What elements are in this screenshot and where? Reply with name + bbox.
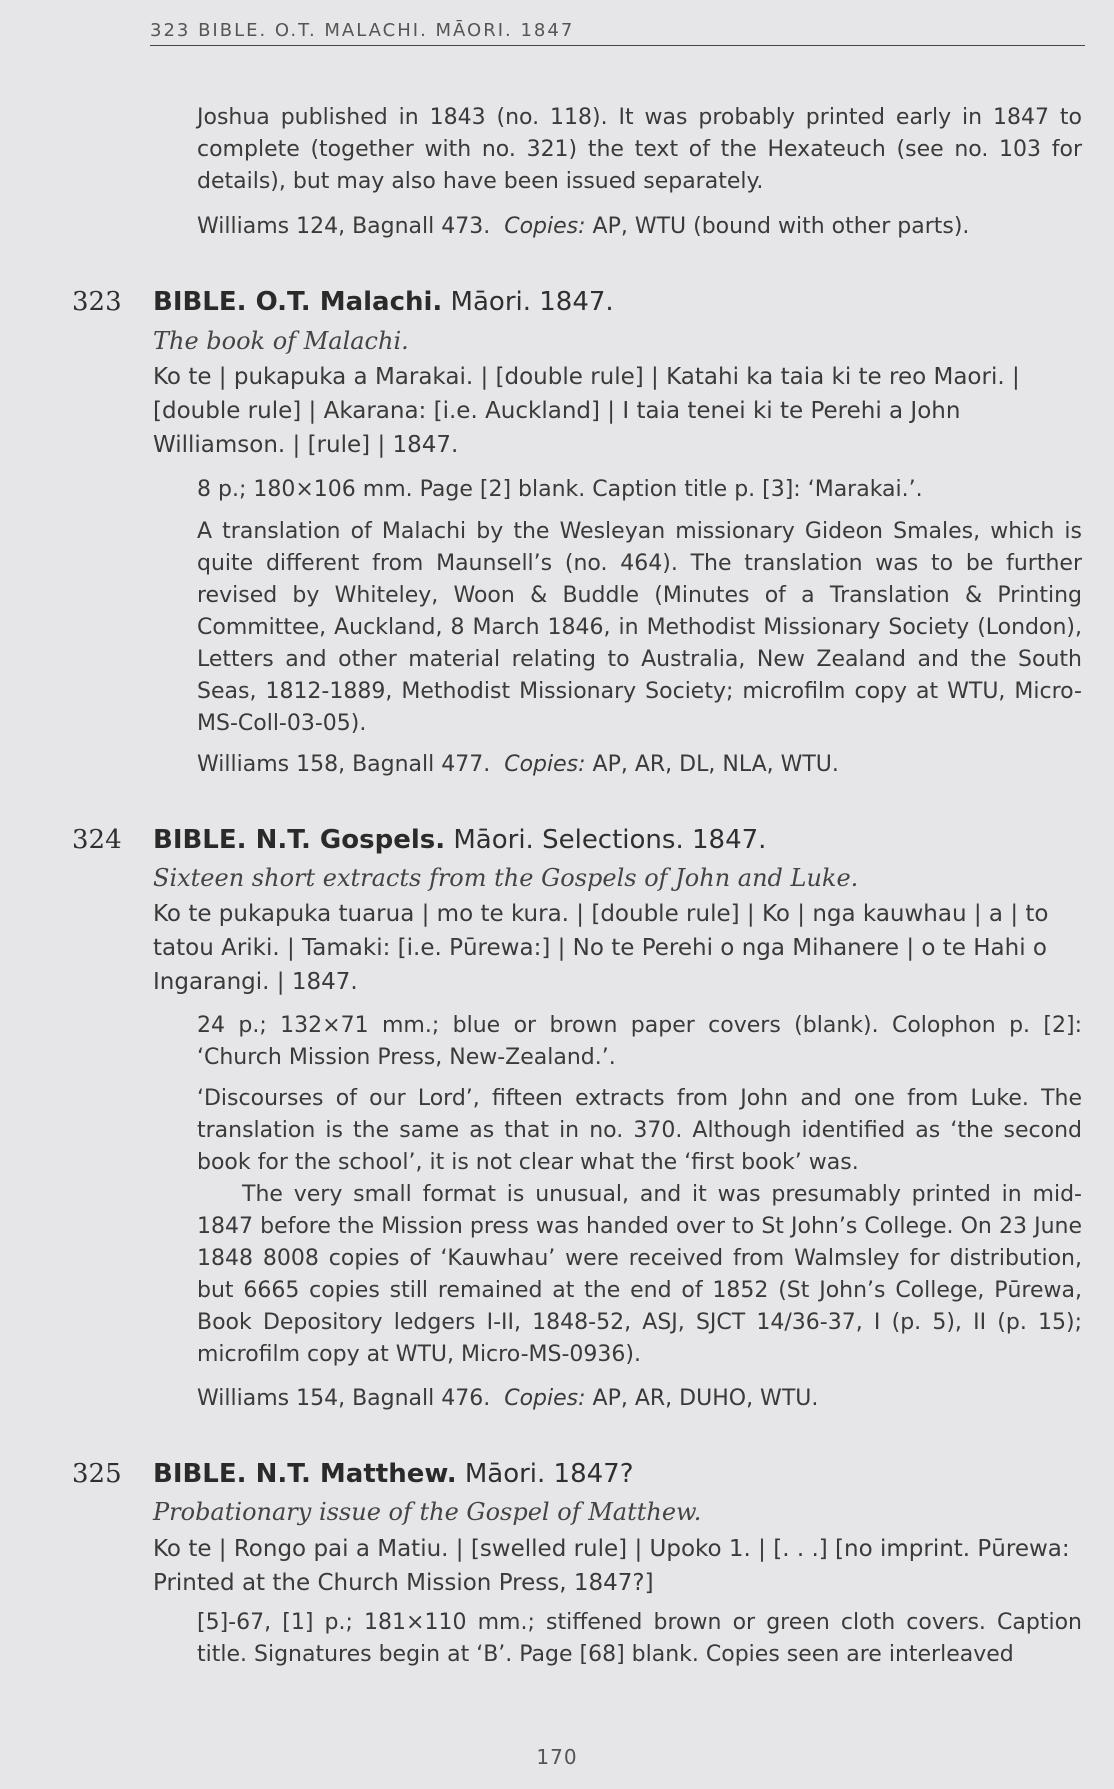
entry-heading (153, 287, 614, 317)
copies-label: Copies: (504, 1386, 586, 1411)
copies-text: AP, AR, DL, NLA, WTU. (592, 752, 839, 777)
entry-heading-rest: Māori. Selections. 1847. (453, 825, 767, 855)
entry-note: ‘Discourses of our Lord’, fifteen extracts from John and one from Luke. The translation is the same as that in no. 370. Although identified as ‘the second book for the school’, it is not clear what the ‘first book’ was. (197, 1086, 1082, 1175)
entry-heading (153, 1459, 634, 1489)
refs-text: Williams 158, Bagnall 477. (197, 752, 491, 777)
entry-number: 323 (72, 287, 122, 317)
page-number: 170 (536, 1745, 578, 1769)
refs-text: Williams 154, Bagnall 476. (197, 1386, 491, 1411)
copies-label: Copies: (504, 214, 586, 239)
entry-number: 324 (72, 825, 122, 855)
title-transcription: Ko te | pukapuka a Marakai. | [double rule] | Katahi ka taia ki te reo Maori. | [double rule] | Akarana: [i.e. Auckland] | I taia tenei ki te Perehi a John Williamson. | [rule] | 1847. (153, 364, 1020, 458)
prev-entry-note: Joshua published in 1843 (no. 118). It was probably printed early in 1847 to complete (together with no. 321) the text of the Hexateuch (see no. 103 for details), but may also have been issued separately. (197, 105, 1082, 194)
title-transcription: Ko te | Rongo pai a Matiu. | [swelled rule] | Upoko 1. | [. . .] [no imprint. Pūrewa: Printed at the Church Mission Press, 1847?] (153, 1536, 1070, 1596)
entry-heading-rest: Māori. 1847. (450, 287, 614, 317)
collation: 8 p.; 180×106 mm. Page [2] blank. Caption title p. [3]: ‘Marakai.’. (197, 477, 923, 502)
copies-text: AP, AR, DUHO, WTU. (592, 1386, 819, 1411)
entry-title: Sixteen short extracts from the Gospels of John and Luke. (153, 864, 859, 892)
entry-note: A translation of Malachi by the Wesleyan missionary Gideon Smales, which is quite different from Maunsell’s (no. 464). The translation was to be further revised by Whiteley, Woon & Buddle (Minutes of a Translation & Printing Committee, Auckland, 8 March 1846, in Methodist Missionary Society (London), Letters and other material relating to Australia, New Zealand and the South Seas, 1812-1889, Methodist Missionary Society; microfilm copy at WTU, Micro-MS-Coll-03-05). (197, 519, 1082, 736)
prev-entry-refs (197, 211, 1082, 243)
entry-heading (153, 825, 766, 855)
refs-text: Williams 124, Bagnall 473. (197, 214, 491, 239)
entry-note-continued: The very small format is unusual, and it was presumably printed in mid-1847 before the Mission press was handed over to St John’s College. On 23 June 1848 8008 copies of ‘Kauwhau’ were received from Walmsley for distribution, but 6665 copies still remained at the end of 1852 (St John’s College, Pūrewa, Book Depository ledgers I-II, 1848-52, ASJ, SJCT 14/36-37, I (p. 5), II (p. 15); microfilm copy at WTU, Micro-MS-0936). (197, 1182, 1082, 1367)
entry-title: Probationary issue of the Gospel of Matthew. (153, 1498, 702, 1526)
entry-title: The book of Malachi. (153, 327, 409, 355)
entry-heading-bold: BIBLE. N.T. Gospels. (153, 825, 446, 855)
entry-heading-bold: BIBLE. N.T. Matthew. (153, 1459, 457, 1489)
copies-text: AP, WTU (bound with other parts). (592, 214, 970, 239)
entry-refs (197, 1383, 1082, 1415)
entry-heading-bold: BIBLE. O.T. Malachi. (153, 287, 443, 317)
collation: [5]-67, [1] p.; 181×110 mm.; stiffened brown or green cloth covers. Caption title. Signatures begin at ‘B’. Page [68] blank. Copies seen are interleaved (197, 1610, 1082, 1667)
entry-number: 325 (72, 1459, 122, 1489)
entry-refs (197, 749, 1082, 781)
collation: 24 p.; 132×71 mm.; blue or brown paper covers (blank). Colophon p. [2]: ‘Church Mission Press, New-Zealand.’. (197, 1013, 1082, 1070)
title-transcription: Ko te pukapuka tuarua | mo te kura. | [double rule] | Ko | nga kauwhau | a | to tatou Ariki. | Tamaki: [i.e. Pūrewa:] | No te Perehi o nga Mihanere | o te Hahi o Ingarangi. | 1847. (153, 901, 1049, 995)
entry-heading-rest: Māori. 1847? (464, 1459, 634, 1489)
copies-label: Copies: (504, 752, 586, 777)
running-head: 323 BIBLE. O.T. MALACHI. MĀORI. 1847 (150, 20, 1085, 46)
